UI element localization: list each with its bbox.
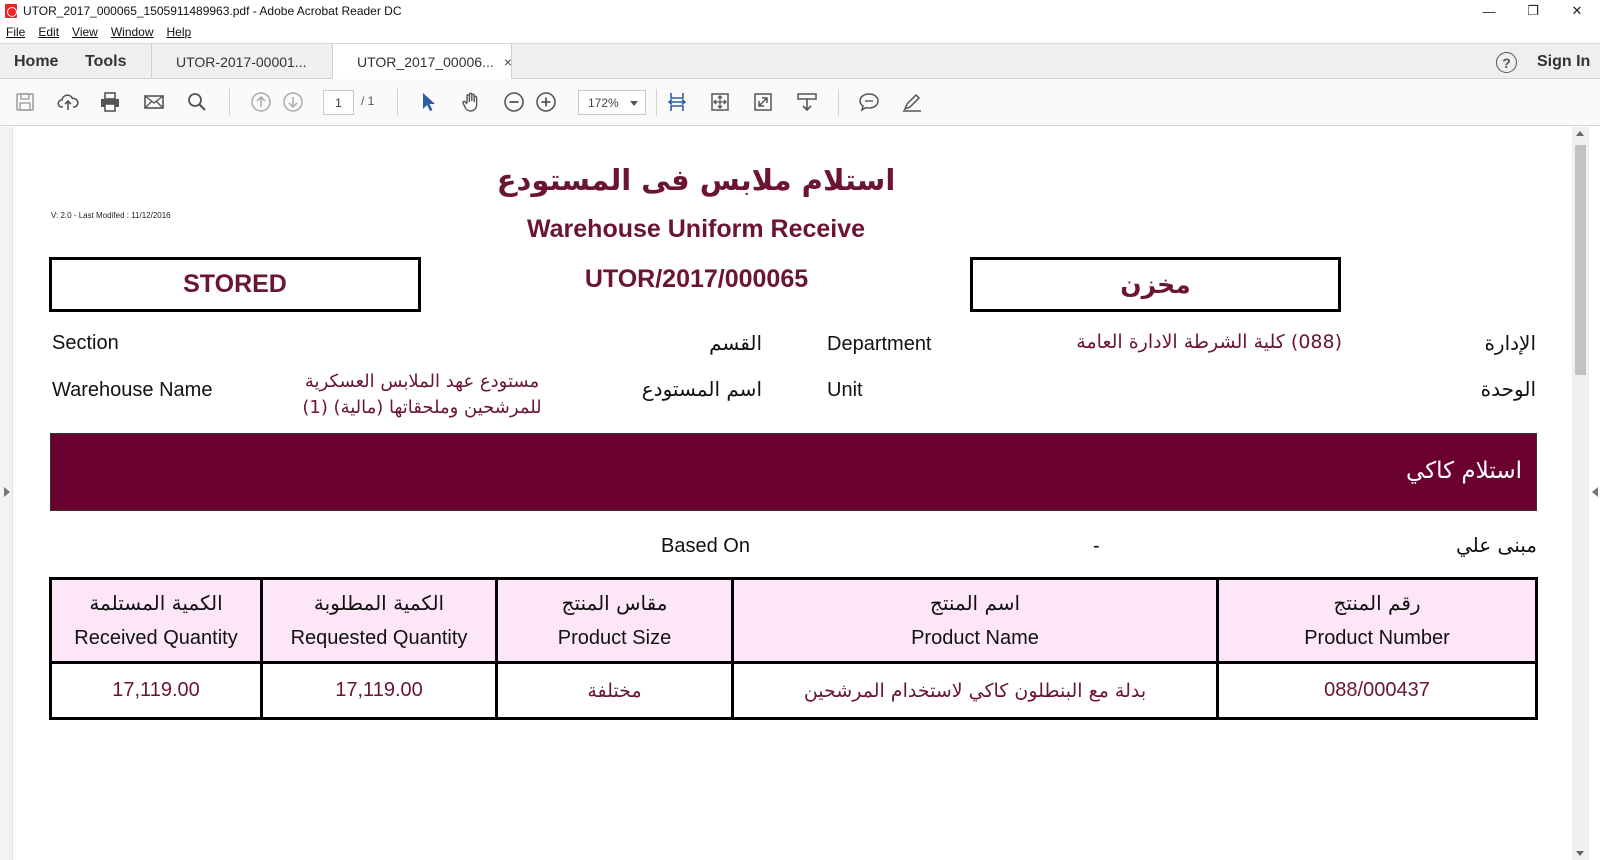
toolbar bbox=[0, 79, 1600, 126]
full-screen-icon[interactable] bbox=[751, 90, 775, 114]
zoom-in-icon[interactable] bbox=[534, 90, 558, 114]
tab-document-1-label: UTOR-2017-00001... bbox=[176, 53, 307, 70]
menu-help[interactable]: Help bbox=[166, 25, 192, 39]
version-note: V: 2.0 - Last Modifed : 11/12/2016 bbox=[51, 211, 171, 220]
menu-view[interactable]: View bbox=[72, 25, 98, 39]
scroll-down-icon[interactable] bbox=[1576, 851, 1584, 856]
sign-icon[interactable] bbox=[900, 90, 924, 114]
products-table bbox=[49, 577, 1538, 720]
header-product-name-ar: اسم المنتج bbox=[929, 591, 1021, 615]
header-received-quantity-en: Received Quantity bbox=[74, 627, 238, 649]
fit-width-icon[interactable] bbox=[665, 90, 689, 114]
scroll-mode-icon[interactable] bbox=[795, 90, 819, 114]
hand-icon[interactable] bbox=[459, 90, 483, 114]
comment-icon[interactable] bbox=[857, 90, 881, 114]
menu-edit[interactable]: Edit bbox=[38, 25, 60, 39]
tabs-bar bbox=[0, 43, 1600, 79]
section-banner bbox=[50, 433, 1537, 511]
restore-button[interactable]: ❐ bbox=[1527, 3, 1539, 18]
based-on-value: - bbox=[1093, 535, 1100, 557]
cell-product-name: بدلة مع البنطلون كاكي لاستخدام المرشحين bbox=[733, 663, 1218, 719]
header-requested-quantity-en: Requested Quantity bbox=[290, 627, 468, 649]
banner-title: استلام كاكي bbox=[1406, 458, 1522, 484]
cell-received-quantity: 17,119.00 bbox=[51, 663, 262, 719]
sign-in-button[interactable]: Sign In bbox=[1537, 52, 1591, 70]
status-box-english: STORED bbox=[49, 257, 421, 312]
header-product-number-en: Product Number bbox=[1304, 627, 1450, 649]
save-icon[interactable] bbox=[13, 90, 37, 114]
tab-home[interactable]: Home bbox=[14, 52, 59, 70]
table-header-row bbox=[51, 579, 1537, 663]
header-product-name bbox=[733, 579, 1218, 663]
based-on-label: Based On bbox=[661, 535, 750, 557]
warehouse-name-value: مستودع عهد الملابس العسكرية للمرشحين وملحقاتها (مالية) (1) bbox=[302, 371, 542, 418]
minimize-button[interactable]: — bbox=[1482, 3, 1496, 19]
expand-left-icon bbox=[4, 487, 10, 497]
vertical-scrollbar[interactable] bbox=[1572, 127, 1589, 860]
window-title: UTOR_2017_000065_1505911489963.pdf - Adobe Acrobat Reader DC bbox=[23, 4, 402, 18]
department-label-arabic: الإدارة bbox=[1484, 331, 1536, 355]
prev-page-icon[interactable] bbox=[249, 90, 273, 114]
header-product-size-ar: مقاس المنتج bbox=[561, 591, 668, 615]
tab-document-1[interactable] bbox=[151, 44, 332, 79]
fit-page-icon[interactable] bbox=[708, 90, 732, 114]
zoom-out-icon[interactable] bbox=[502, 90, 526, 114]
unit-label: Unit bbox=[827, 379, 863, 401]
department-value: (088) كلية الشرطة الادارة العامة bbox=[1076, 331, 1342, 353]
menu-bar bbox=[0, 22, 1600, 42]
page-total: / 1 bbox=[361, 94, 375, 108]
document-title-arabic: استلام ملابس فى المستودع bbox=[496, 163, 896, 197]
menu-window[interactable]: Window bbox=[110, 25, 154, 39]
upload-icon[interactable] bbox=[56, 90, 80, 114]
chevron-down-icon bbox=[630, 101, 638, 106]
cell-product-size: مختلفة bbox=[497, 663, 733, 719]
header-received-quantity bbox=[51, 579, 262, 663]
close-tab-icon[interactable]: × bbox=[503, 54, 512, 70]
cell-product-number: 088/000437 bbox=[1218, 663, 1537, 719]
table-row bbox=[51, 663, 1537, 719]
header-product-size-en: Product Size bbox=[557, 627, 672, 649]
header-product-number bbox=[1218, 579, 1537, 663]
document-number: UTOR/2017/000065 bbox=[584, 265, 809, 293]
scroll-up-icon[interactable] bbox=[1576, 131, 1584, 136]
cell-requested-quantity: 17,119.00 bbox=[262, 663, 497, 719]
title-bar bbox=[0, 0, 1600, 22]
close-window-button[interactable]: ✕ bbox=[1571, 3, 1583, 18]
pdf-file-icon bbox=[5, 4, 17, 18]
help-icon[interactable]: ? bbox=[1496, 52, 1517, 73]
header-product-name-en: Product Name bbox=[911, 627, 1039, 649]
next-page-icon[interactable] bbox=[281, 90, 305, 114]
unit-label-arabic: الوحدة bbox=[1480, 377, 1536, 401]
zoom-select[interactable] bbox=[578, 90, 646, 115]
header-product-size bbox=[497, 579, 733, 663]
status-box-arabic: مخزن bbox=[970, 257, 1341, 312]
based-on-label-arabic: مبنى علي bbox=[1455, 533, 1537, 557]
tab-document-2[interactable] bbox=[332, 44, 512, 80]
zoom-value: 172% bbox=[588, 95, 619, 110]
tab-document-2-label: UTOR_2017_00006... bbox=[357, 54, 494, 70]
document-title-english: Warehouse Uniform Receive bbox=[526, 215, 866, 243]
header-requested-quantity bbox=[262, 579, 497, 663]
search-icon[interactable] bbox=[185, 90, 209, 114]
menu-file[interactable]: File bbox=[6, 25, 26, 39]
section-label: Section bbox=[52, 332, 119, 354]
email-icon[interactable] bbox=[142, 90, 166, 114]
document-viewer[interactable] bbox=[0, 127, 1600, 860]
expand-right-panel-icon[interactable] bbox=[1592, 487, 1598, 497]
tab-tools[interactable]: Tools bbox=[85, 52, 127, 70]
scrollbar-thumb[interactable] bbox=[1575, 145, 1586, 375]
page-number-input[interactable]: 1 bbox=[323, 90, 354, 115]
header-requested-quantity-ar: الكمية المطلوبة bbox=[313, 591, 445, 615]
section-label-arabic: القسم bbox=[709, 331, 762, 355]
select-icon[interactable] bbox=[416, 90, 440, 114]
print-icon[interactable] bbox=[98, 90, 122, 114]
department-label: Department bbox=[827, 333, 932, 355]
warehouse-name-label: Warehouse Name bbox=[52, 379, 213, 401]
header-product-number-ar: رقم المنتج bbox=[1333, 591, 1421, 615]
warehouse-name-label-arabic: اسم المستودع bbox=[641, 377, 762, 401]
header-received-quantity-ar: الكمية المستلمة bbox=[89, 591, 223, 615]
